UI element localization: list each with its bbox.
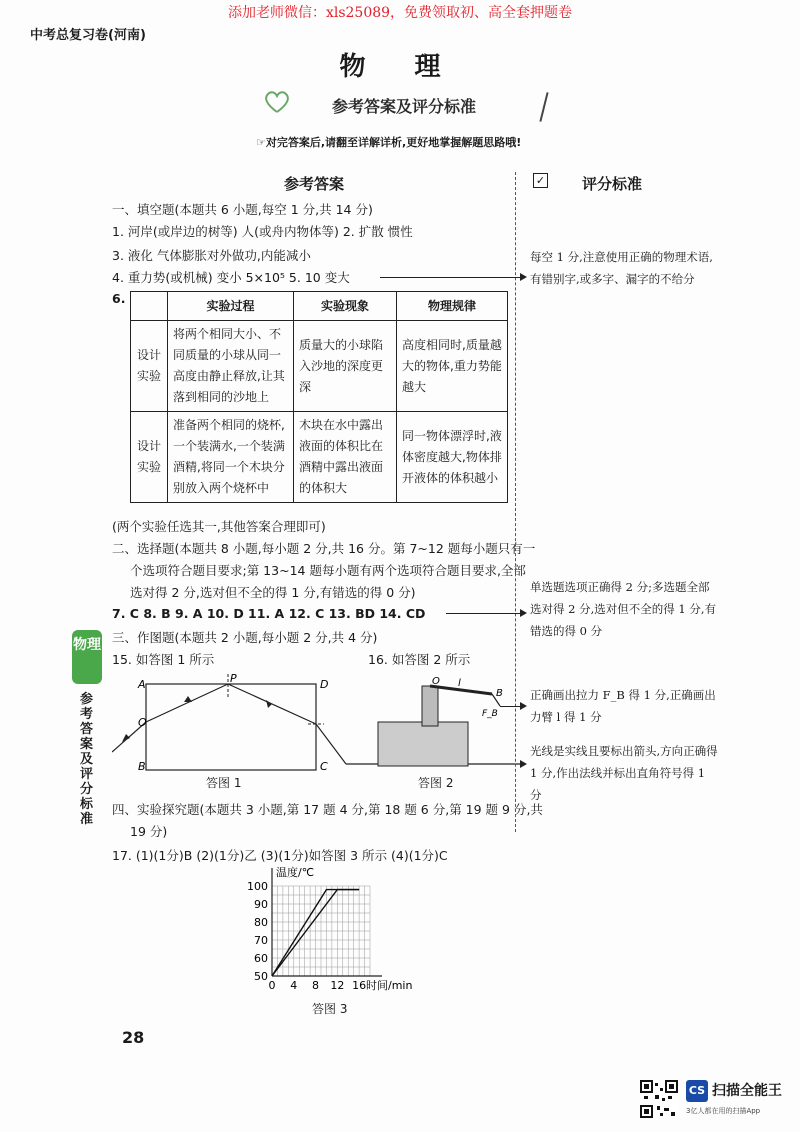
light-ray xyxy=(316,724,346,764)
figure-3-caption: 答图 3 xyxy=(312,1002,348,1016)
arrow-icon xyxy=(184,696,192,702)
answers-title: 参考答案 xyxy=(284,175,345,193)
y-tick-label: 80 xyxy=(254,916,268,929)
grading-note-4: 光线是实线且要标出箭头,方向正确得 1 分,作出法线并标出直角符号得 1 分 xyxy=(530,744,718,802)
temperature-chart xyxy=(240,864,420,994)
section2-header-cont: 选对得 2 分,选对但不全的得 1 分,有错选的得 0 分) xyxy=(130,585,416,600)
figure-2-pump xyxy=(372,672,522,772)
grading-title: 评分标准 xyxy=(582,175,643,193)
x-tick-label: 0 xyxy=(268,979,276,992)
label-B: B xyxy=(138,760,146,773)
arrow-icon xyxy=(122,734,130,742)
label-B: B xyxy=(496,688,503,699)
table-cell: 质量大的小球陷入沙地的深度更深 xyxy=(294,321,397,412)
q6-note: (两个实验任选其一,其他答案合理即可) xyxy=(112,519,326,534)
column-divider xyxy=(515,172,516,832)
y-axis-label: 温度/℃ xyxy=(276,866,315,879)
figure-2-caption: 答图 2 xyxy=(418,776,454,790)
table-cell: 木块在水中露出液面的体积比在酒精中露出液面的体积大 xyxy=(294,412,397,503)
table-header xyxy=(131,292,168,321)
x-tick-label: 8 xyxy=(312,979,320,992)
table-cell: 将两个相同大小、不同质量的小球从同一高度由静止释放,让其落到相同的沙地上 xyxy=(168,321,294,412)
section4-header-cont: 19 分) xyxy=(130,824,168,839)
label-P: P xyxy=(230,672,237,685)
table-cell: 设计实验 xyxy=(131,321,168,412)
table-cell: 同一物体漂浮时,液体密度越大,物体排开液体的体积越小 xyxy=(397,412,508,503)
table-header-row xyxy=(131,292,508,321)
decor-slash xyxy=(539,92,548,122)
y-tick-label: 60 xyxy=(254,952,268,965)
section2-header: 二、选择题(本题共 8 小题,每小题 2 分,共 16 分。第 7~12 题每小题只有一 xyxy=(112,541,536,556)
side-vertical-title: 参考答案及评分标准 xyxy=(80,692,94,827)
label-l: l xyxy=(458,678,461,689)
answer-q15: 15. 如答图 1 所示 xyxy=(112,652,215,667)
page-number: 28 xyxy=(122,1028,145,1047)
table-header: 实验过程 xyxy=(168,292,294,321)
experiment-table xyxy=(130,291,508,503)
qr-code-icon xyxy=(640,1080,678,1118)
promo-banner: 添加老师微信：xls25089，免费领取初、高全套押题卷 xyxy=(227,5,573,21)
table-cell: 准备两个相同的烧杯,一个装满水,一个装满酒精,将同一个木块分别放入两个烧杯中 xyxy=(168,412,294,503)
y-tick-label: 50 xyxy=(254,970,268,983)
y-tick-label: 90 xyxy=(254,898,268,911)
arrow-icon xyxy=(520,702,527,710)
section3-header: 三、作图题(本题共 2 小题,每小题 2 分,共 4 分) xyxy=(112,630,378,645)
table-header: 实验现象 xyxy=(294,292,397,321)
section1-header: 一、填空题(本题共 6 小题,每空 1 分,共 14 分) xyxy=(112,202,373,217)
x-tick-label: 4 xyxy=(290,979,298,992)
arrow-icon xyxy=(520,273,527,281)
camscanner-tagline: 3亿人都在用的扫描App xyxy=(686,1107,761,1115)
label-C: C xyxy=(320,760,328,773)
subject-tab: 物理 xyxy=(72,630,102,684)
grading-note-2: 单选题选项正确得 2 分;多选题全部选对得 2 分,选对但不全的得 1 分,有错选的得 0 分 xyxy=(530,580,717,638)
answer-q1: 1. 河岸(或岸边的树等) 人(或舟内物体等) 2. 扩散 惯性 xyxy=(112,224,413,239)
table-cell: 设计实验 xyxy=(131,412,168,503)
connector-arrow xyxy=(446,613,520,614)
label-O: O xyxy=(138,716,147,729)
y-tick-label: 70 xyxy=(254,934,268,947)
answer-q17: 17. (1)(1分)B (2)(1分)乙 (3)(1分)如答图 3 所示 (4)(1分)C xyxy=(112,848,448,863)
figure-1-caption: 答图 1 xyxy=(206,776,242,790)
x-tick-label: 12 xyxy=(330,979,345,992)
grading-note-3: 正确画出拉力 F_B 得 1 分,正确画出力臂 l 得 1 分 xyxy=(530,688,716,724)
arrow-icon xyxy=(266,700,272,708)
arrow-icon xyxy=(520,760,527,768)
checkbox-icon: ✓ xyxy=(533,173,548,188)
choice-answers: 7. C 8. B 9. A 10. D 11. A 12. C 13. BD 14. CD xyxy=(112,606,426,621)
label-A: A xyxy=(138,678,146,691)
x-tick-label: 16 xyxy=(352,979,367,992)
table-row xyxy=(131,321,508,412)
table-header: 物理规律 xyxy=(397,292,508,321)
answer-q6-label: 6. xyxy=(112,291,126,306)
x-axis-label: 时间/min xyxy=(366,979,413,992)
banner-title: 参考答案及评分标准 xyxy=(332,97,477,116)
table-row xyxy=(131,412,508,503)
connector-arrow xyxy=(500,706,520,707)
label-D: D xyxy=(320,678,329,691)
y-tick-label: 100 xyxy=(247,880,268,893)
series-title: 中考总复习卷(河南) xyxy=(30,28,146,43)
answer-q16: 16. 如答图 2 所示 xyxy=(368,652,471,667)
water-tank xyxy=(378,722,468,766)
arrow-icon xyxy=(520,609,527,617)
grading-note-1: 每空 1 分,注意使用正确的物理术语,有错别字,或多字、漏字的不给分 xyxy=(530,250,713,286)
label-O: O xyxy=(432,676,440,687)
label-FB: F_B xyxy=(482,709,498,719)
answer-q3: 3. 液化 气体膨胀对外做功,内能减小 xyxy=(112,248,311,263)
camscanner-logo: CS xyxy=(686,1080,708,1102)
answer-q4: 4. 重力势(或机械) 变小 5×10⁵ 5. 10 变大 xyxy=(112,270,350,285)
camscanner-name: 扫描全能王 xyxy=(712,1083,782,1099)
light-ray xyxy=(146,684,228,722)
pump-body xyxy=(422,686,438,726)
glass-block xyxy=(146,684,316,770)
table-cell: 高度相同时,质量越大的物体,重力势能越大 xyxy=(397,321,508,412)
section4-header: 四、实验探究题(本题共 3 小题,第 17 题 4 分,第 18 题 6 分,第 19 题 9 分,共 xyxy=(112,802,543,817)
tip-text: ☞对完答案后,请翻至详解详析,更好地掌握解题思路哦! xyxy=(256,136,522,149)
connector-arrow xyxy=(380,277,520,278)
section2-header-cont: 个选项符合题目要求;第 13~14 题每小题有两个选项符合题目要求,全部 xyxy=(130,563,526,578)
page-title: 物 理 xyxy=(339,52,461,82)
heart-icon xyxy=(262,90,292,114)
